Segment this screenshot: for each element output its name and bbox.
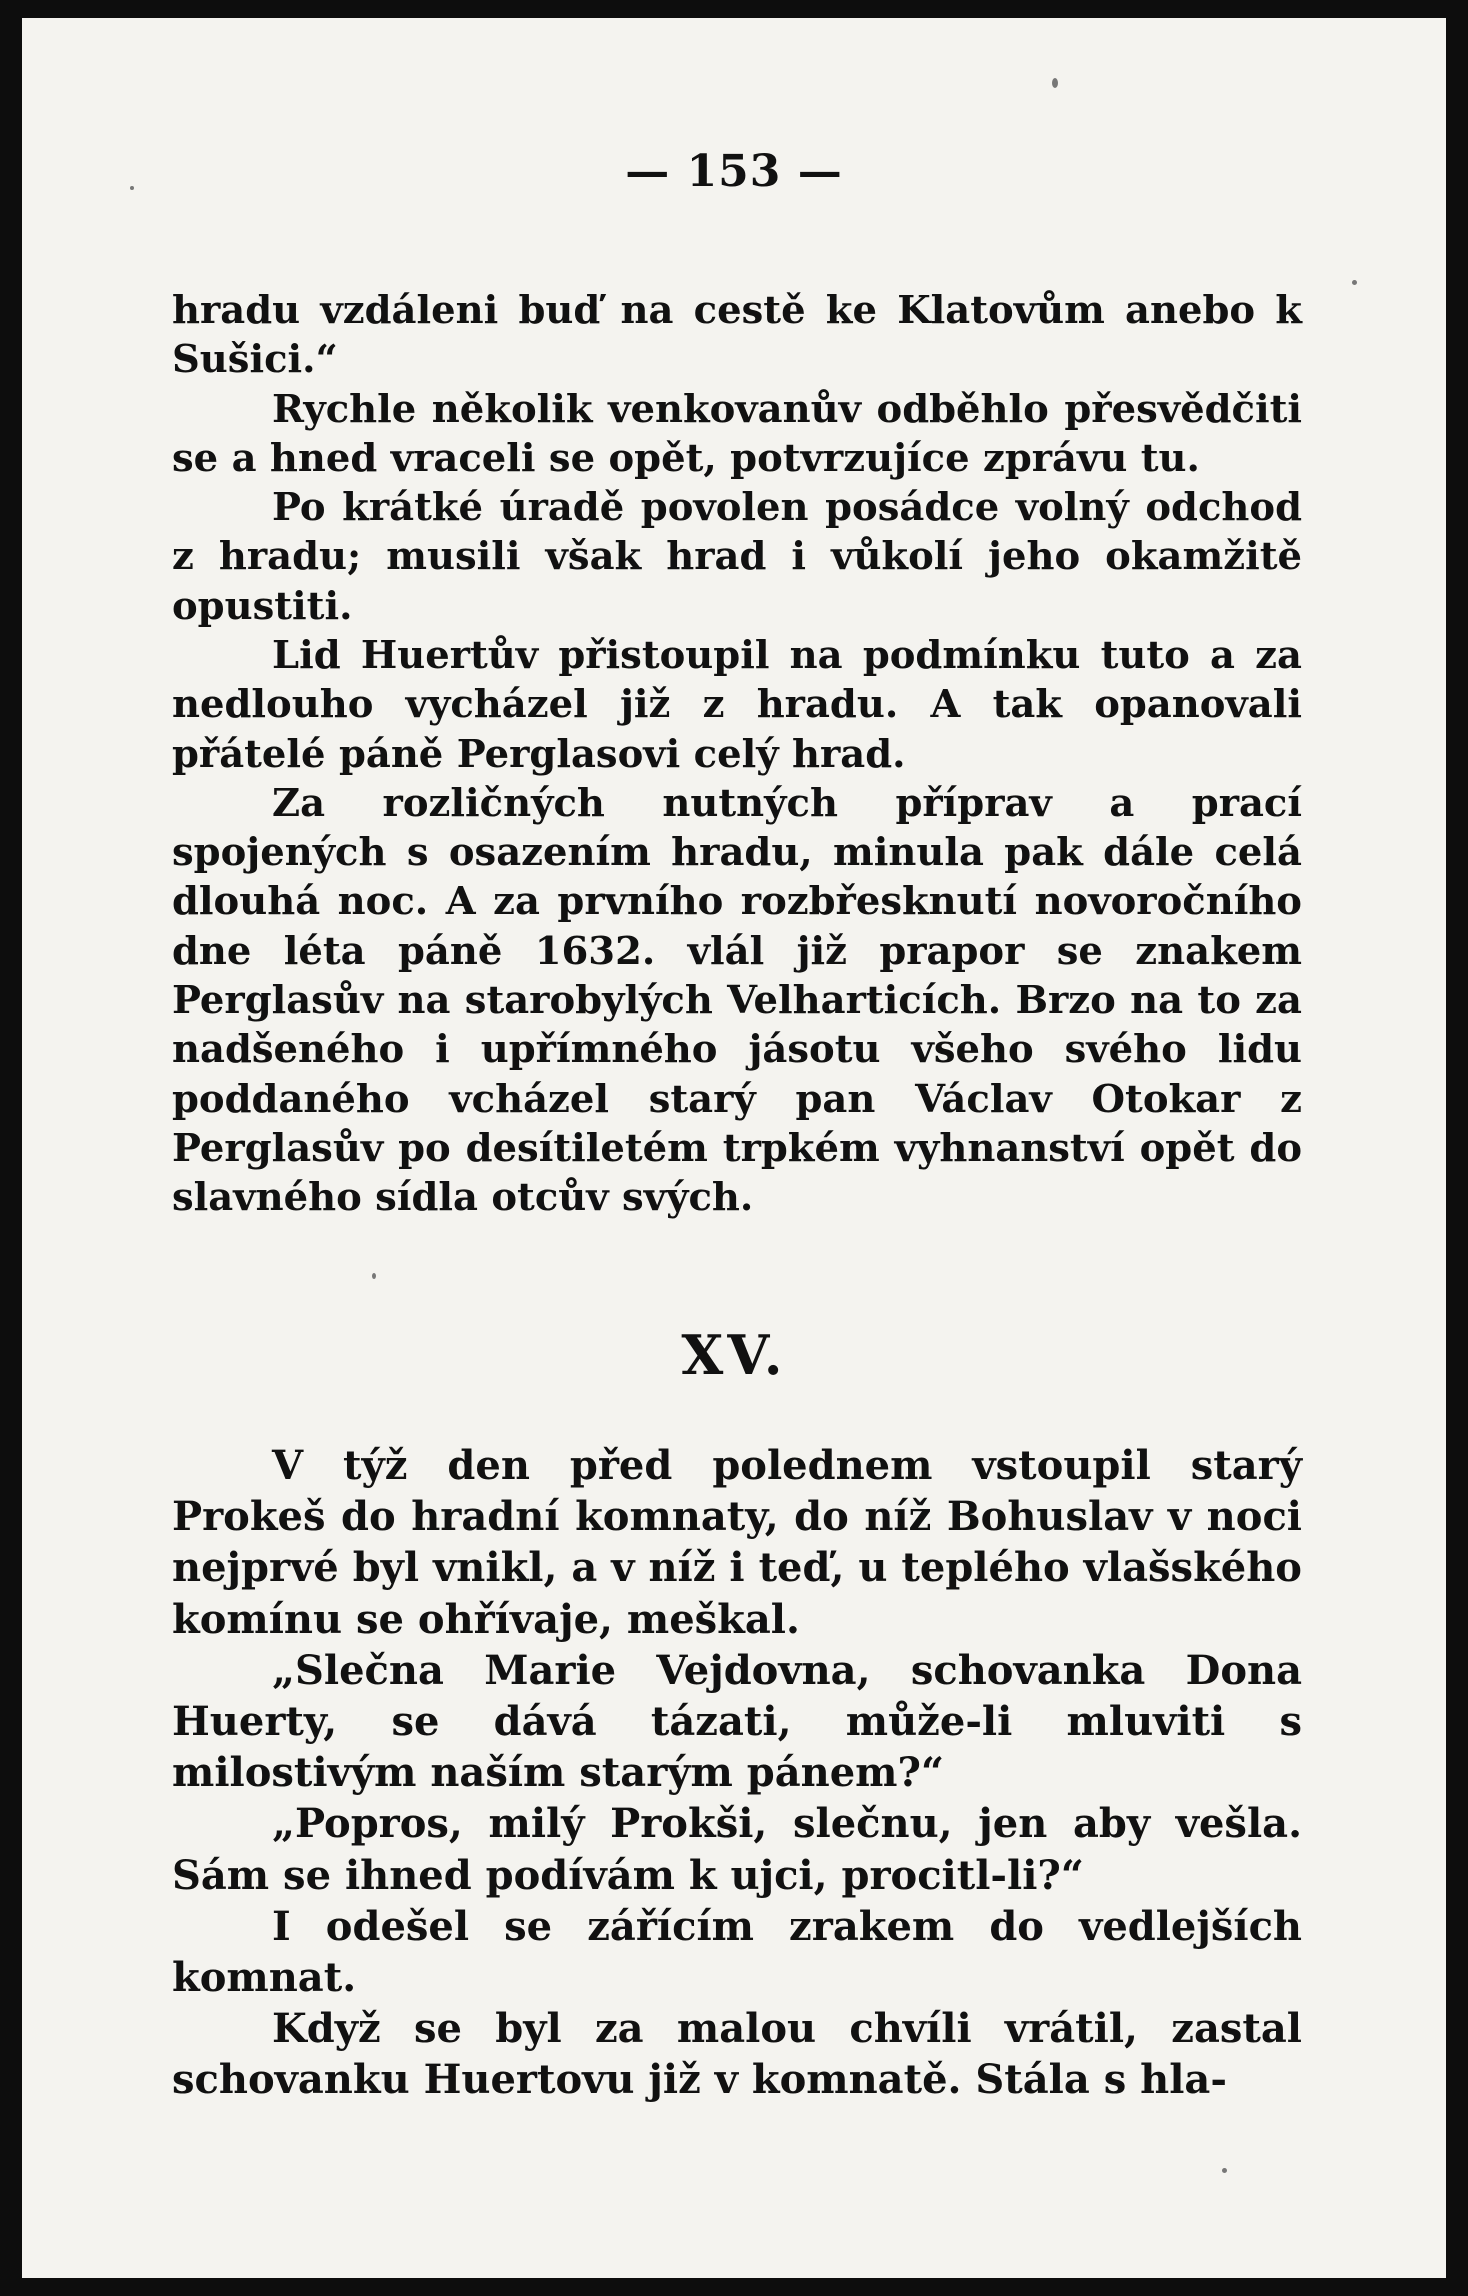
paragraph: V týž den před polednem vstoupil starý Prokeš do hradní komnaty, do níž Bohuslav v noci nejprvé byl vnikl, a v níž i teď, u teplého vlašského komínu se ohřívaje, meškal.: [172, 1442, 1302, 1643]
page-number: — 153 —: [625, 146, 843, 197]
paragraph: Po krátké úradě povolen posádce volný odchod z hradu; musili však hrad i vůkolí jeho okamžitě opustiti.: [172, 485, 1302, 629]
paragraph: hradu vzdáleni buď na cestě ke Klatovům anebo k Sušici.“: [172, 288, 1302, 383]
paper-speck: [1222, 2168, 1227, 2173]
paper-speck: [372, 1273, 376, 1279]
paper-speck: [1352, 280, 1357, 285]
paragraph: „Popros, milý Prokši, slečnu, jen aby vešla. Sám se ihned podívám k ujci, procitl-li?“: [172, 1800, 1302, 1899]
book-page: [22, 18, 1446, 2278]
paragraph: Za rozličných nutných příprav a prací spojených s osazením hradu, minula pak dále celá dlouhá noc. A za prvního rozbřesknutí novoročního dne léta páně 1632. vlál již prapor se znakem Perglasův na starobylých Velharticích. Brzo na to za nadšeného i upřímného jásotu všeho svého lidu poddaného vcházel starý pan Václav Otokar z Perglasův po desítiletém trpkém vyhnanství opět do slavného sídla otcův svých.: [172, 780, 1302, 1221]
paper-speck: [130, 186, 134, 190]
text-block-top: [172, 286, 1302, 1222]
paragraph: „Slečna Marie Vejdovna, schovanka Dona Huerty, se dává tázati, může-li mluviti s milostivým naším starým pánem?“: [172, 1646, 1302, 1797]
paragraph: I odešel se zářícím zrakem do vedlejších komnat.: [172, 1902, 1302, 2002]
paragraph: Lid Huertův přistoupil na podmínku tuto a za nedlouho vycházel již z hradu. A tak opanovali přátelé páně Perglasovi celý hrad.: [172, 632, 1302, 777]
paragraph: Když se byl za malou chvíli vrátil, zastal schovanku Huertovu již v komnatě. Stála s hla-: [172, 2005, 1302, 2104]
text-block-bottom: [172, 1440, 1302, 2106]
paper-speck: [1052, 78, 1058, 88]
chapter-heading: XV.: [681, 1323, 787, 1387]
paragraph: Rychle několik venkovanův odběhlo přesvědčiti se a hned vraceli se opět, potvrzujíce zprávu tu.: [172, 386, 1302, 481]
